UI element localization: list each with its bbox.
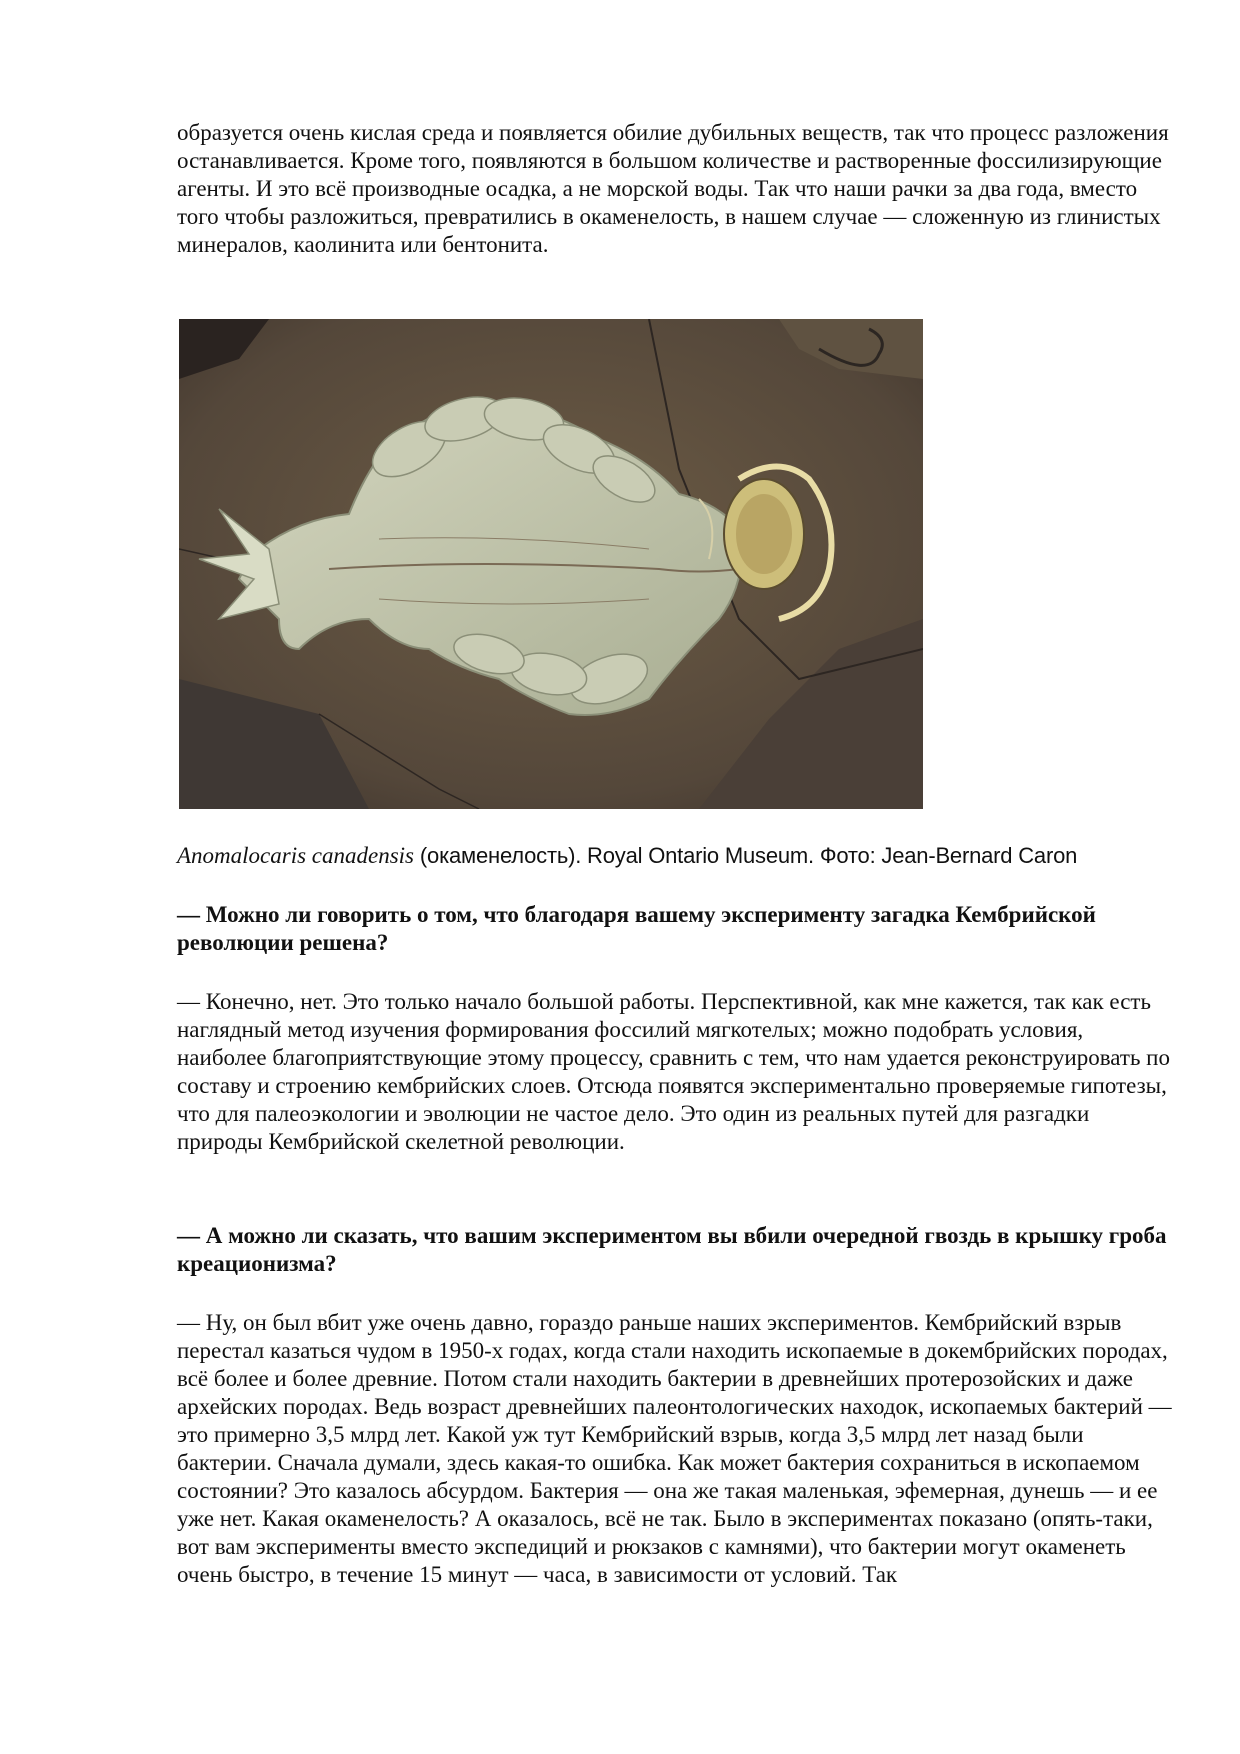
body-paragraph: образуется очень кислая среда и появляется обилие дубильных веществ, так что процесс разложения останавливается. Кроме того, появляются в большом количестве и растворенные фоссилизирующие агенты. И это всё производные осадка, а не морской воды. Так что наши рачки за два года, вместо того чтобы разложиться, превратились в окаменелость, в нашем случае — сложенную из глинистых минералов, каолинита или бентонита. [177, 120, 1169, 257]
interview-answer: — Ну, он был вбит уже очень давно, гораздо раньше наших экспериментов. Кембрийский взрыв перестал казаться чудом в 1950-х годах, когда стали находить ископаемые в докембрийских породах, всё более и более древние. Потом стали находить бактерии в древнейших протерозойских и даже архейских породах. Ведь возраст древнейших палеонтологических находок, ископаемых бактерий — это примерно 3,5 млрд лет. Какой уж тут Кембрийский взрыв, когда 3,5 млрд лет назад были бактерии. Сначала думали, здесь какая-то ошибка. Как может бактерия сохраниться в ископаемом состоянии? Это казалось абсурдом. Бактерия — она же такая маленькая, эфемерная, дунешь — и ее уже нет. Какая окаменелость? А оказалось, всё не так. Было в экспериментах показано (опять-таки, вот вам эксперименты вместо экспедиций и рюкзаков с камнями), что бактерии могут окаменеть очень быстро, в течение 15 минут — часа, в зависимости от условий. Так [177, 1310, 1172, 1587]
caption-species: Anomalocaris canadensis [177, 843, 415, 868]
interview-question: — А можно ли сказать, что вашим экспериментом вы вбили очередной гвоздь в крышку гроба креационизма? [177, 1223, 1167, 1276]
fossil-image [179, 319, 923, 809]
figure-caption [177, 842, 1177, 870]
fossil-photo [179, 319, 923, 809]
caption-text: (окаменелость). Royal Ontario Museum. Фото: Jean-Bernard Caron [414, 843, 1078, 868]
interview-question: — Можно ли говорить о том, что благодаря вашему эксперименту загадка Кембрийской революции решена? [177, 902, 1096, 955]
interview-answer: — Конечно, нет. Это только начало большой работы. Перспективной, как мне кажется, так как есть наглядный метод изучения формирования фоссилий мягкотелых; можно подобрать условия, наиболее благоприятствующие этому процессу, сравнить с тем, что нам удается реконструировать по составу и строению кембрийских слоев. Отсюда появятся экспериментально проверяемые гипотезы, что для палеоэкологии и эволюции не частое дело. Это один из реальных путей для разгадки природы Кембрийской скелетной революции. [177, 989, 1170, 1154]
